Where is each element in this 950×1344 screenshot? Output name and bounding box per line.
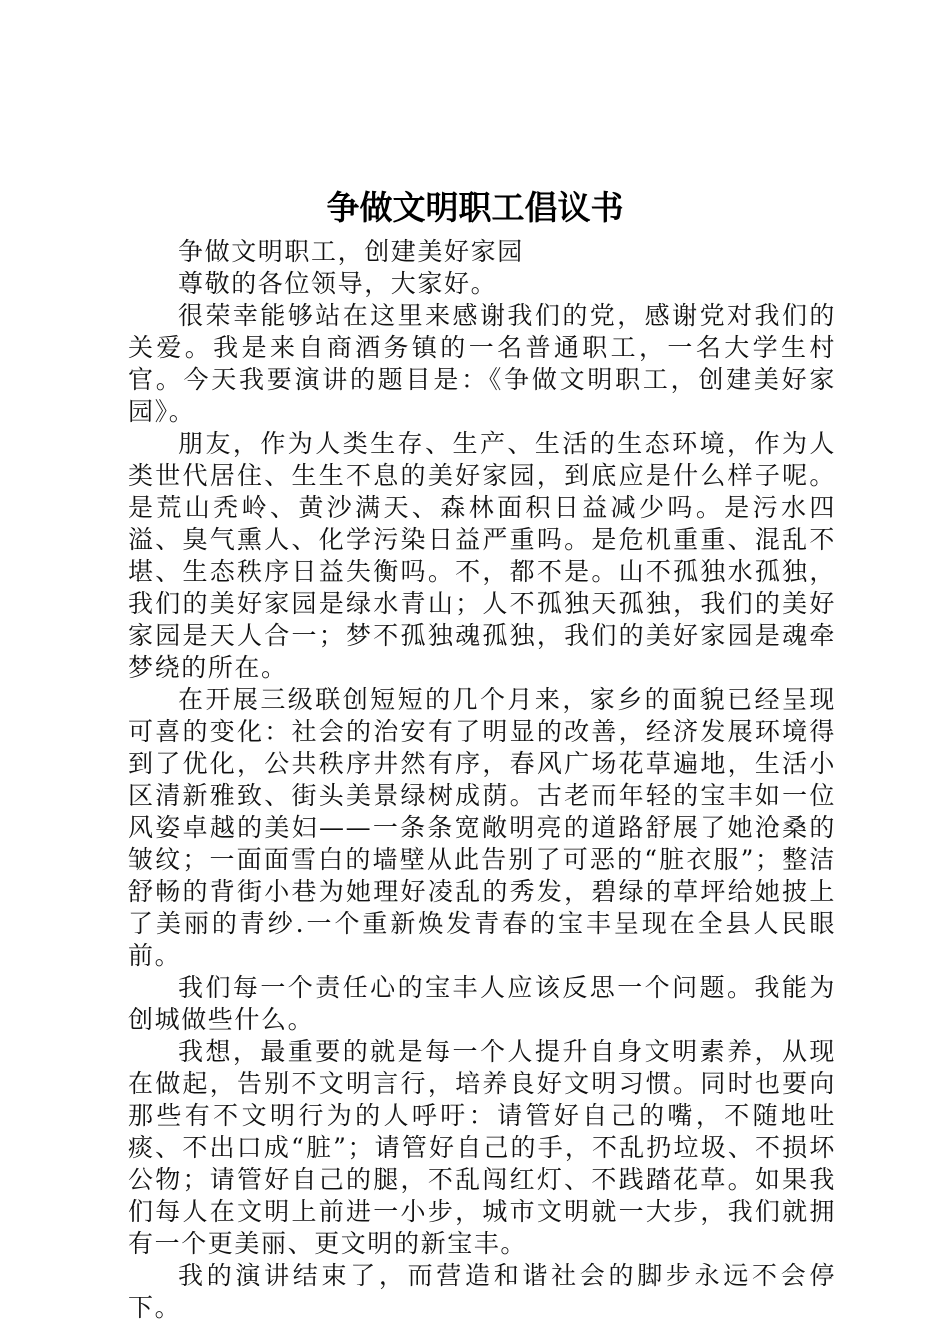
paragraph: 很荣幸能够站在这里来感谢我们的党，感谢党对我们的关爱。我是来自商酒务镇的一名普通职工，一名大学生村官。今天我要演讲的题目是：《争做文明职工，创建美好家园》。 xyxy=(128,301,836,426)
paragraph-greeting: 尊敬的各位领导，大家好。 xyxy=(178,269,498,298)
paragraph-closing: 我的演讲结束了，而营造和谐社会的脚步永远不会停下。 xyxy=(128,1261,836,1322)
document-body xyxy=(128,236,836,1324)
paragraph: 我们每一个责任心的宝丰人应该反思一个问题。我能为创城做些什么。 xyxy=(128,973,836,1034)
paragraph-subtitle: 争做文明职工，创建美好家园 xyxy=(178,237,524,266)
paragraph: 我想，最重要的就是每一个人提升自身文明素养，从现在做起，告别不文明言行，培养良好文明习惯。同时也要向那些有不文明行为的人呼吁：请管好自己的嘴，不随地吐痰、不出口成“脏”；请管好自己的手，不乱扔垃圾、不损坏公物；请管好自己的腿，不乱闯红灯、不践踏花草。如果我们每人在文明上前进一小步，城市文明就一大步，我们就拥有一个更美丽、更文明的新宝丰。 xyxy=(128,1037,836,1258)
document-title: 争做文明职工倡议书 xyxy=(326,188,624,227)
paragraph: 朋友，作为人类生存、生产、生活的生态环境，作为人类世代居住、生生不息的美好家园，到底应是什么样子呢。是荒山秃岭、黄沙满天、森林面积日益减少吗。是污水四溢、臭气熏人、化学污染日益严重吗。是危机重重、混乱不堪、生态秩序日益失衡吗。不，都不是。山不孤独水孤独，我们的美好家园是绿水青山；人不孤独天孤独，我们的美好家园是天人合一；梦不孤独魂孤独，我们的美好家园是魂牵梦绕的所在。 xyxy=(128,429,836,682)
paragraph: 在开展三级联创短短的几个月来，家乡的面貌已经呈现可喜的变化：社会的治安有了明显的改善，经济发展环境得到了优化，公共秩序井然有序，春风广场花草遍地，生活小区清新雅致、街头美景绿树成荫。古老而年轻的宝丰如一位风姿卓越的美妇——一条条宽敞明亮的道路舒展了她沧桑的皱纹；一面面雪白的墙壁从此告别了可恶的“脏衣服”；整洁舒畅的背街小巷为她理好凌乱的秀发，碧绿的草坪给她披上了美丽的青纱.一个重新焕发青春的宝丰呈现在全县人民眼前。 xyxy=(128,685,836,970)
